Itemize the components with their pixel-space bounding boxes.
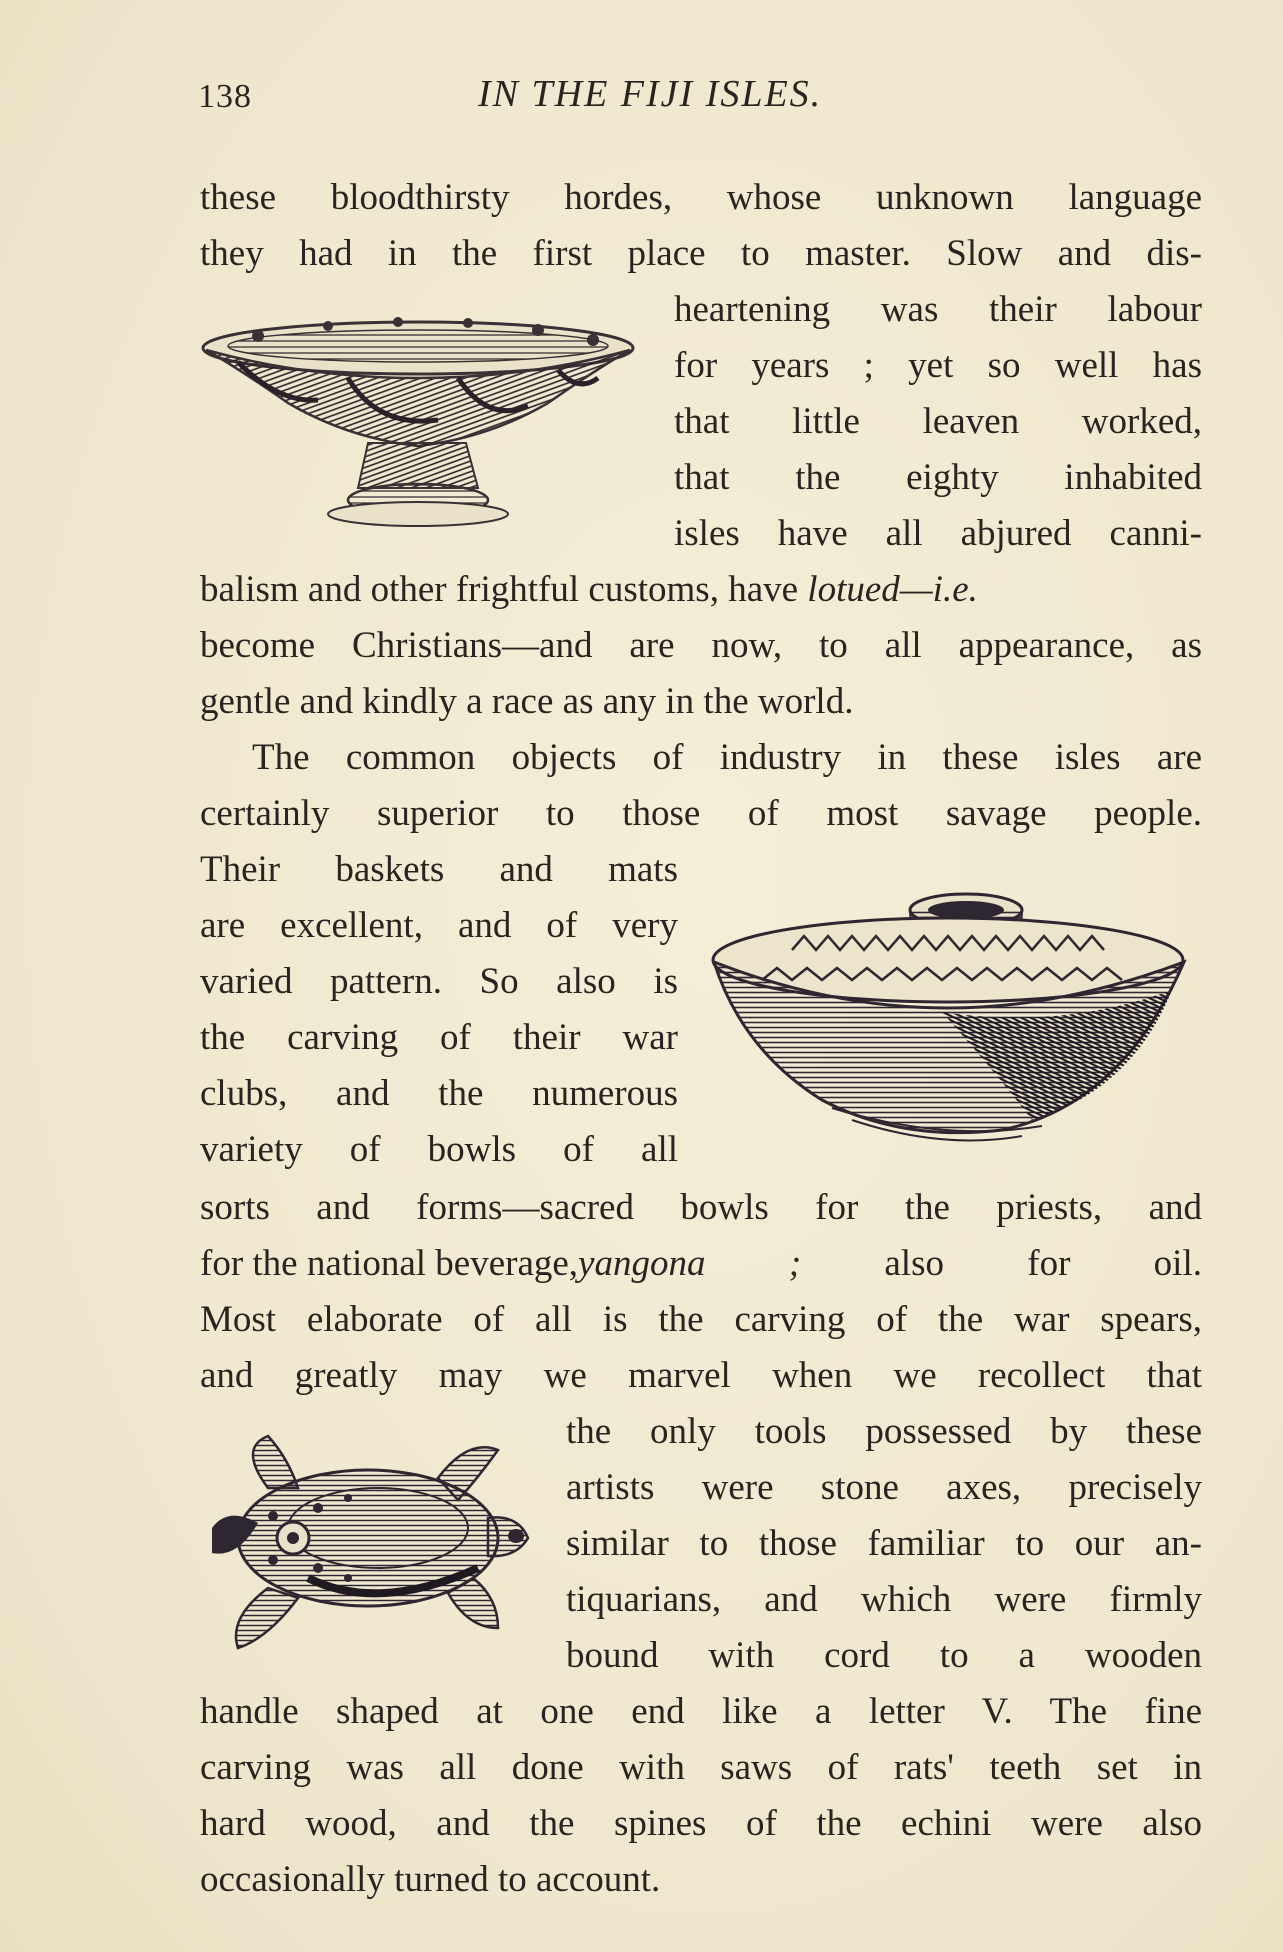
text-line-6: that the eighty inhabited [674,457,1202,498]
italic-lotued: lotued—i.e. [807,569,978,610]
text-line-16: the carving of their war [200,1017,678,1058]
text-line-4: for years ; yet so well has [674,345,1202,386]
page-number: 138 [198,78,252,115]
text-line-5: that little leaven worked, [674,401,1202,442]
text-line-22: and greatly may we marvel when we recollect that [200,1355,1202,1396]
text-line-14: are excellent, and of very [200,905,678,946]
text-line-20-tail: also for oil. [801,1243,1202,1284]
text-line-8 [200,568,1202,612]
text-line-24: artists were stone axes, precisely [566,1467,1202,1508]
text-line-18: variety of bowls of all [200,1129,678,1170]
text-line-27: bound with cord to a wooden [566,1635,1202,1676]
text-line-19: sorts and forms—sacred bowls for the priests, and [200,1187,1202,1228]
text-line-10: gentle and kindly a race as any in the world. [200,681,854,722]
text-line-21: Most elaborate of all is the carving of the war spears, [200,1299,1202,1340]
text-line-2: they had in the first place to master. Slow and dis- [200,233,1202,274]
text-line-11: The common objects of industry in these isles are [252,737,1202,778]
text-line-31: occasionally turned to account. [200,1859,661,1900]
text-line-20 [200,1242,1202,1286]
text-line-20-start: for the national beverage, [200,1243,579,1284]
text-line-1: these bloodthirsty hordes, whose unknown language [200,177,1202,218]
text-line-13: Their baskets and mats [200,849,678,890]
text-line-29: carving was all done with saws of rats' teeth set in [200,1747,1202,1788]
text-line-7: isles have all abjured canni- [674,513,1202,554]
text-line-28: handle shaped at one end like a letter V. The fine [200,1691,1202,1732]
text-line-15: varied pattern. So also is [200,961,678,1002]
lidded-bowl-engraving [702,880,1194,1150]
footed-bowl-engraving [198,308,638,538]
text-line-25: similar to those familiar to our an- [566,1523,1202,1564]
text-line-20-end [578,1242,1202,1286]
italic-yangona: yangona ; [578,1243,802,1284]
text-line-8-start: balism and other frightful customs, have [200,569,808,610]
text-line-30: hard wood, and the spines of the echini were also [200,1803,1202,1844]
turtle-dish-engraving [198,1428,538,1658]
text-line-26: tiquarians, and which were firmly [566,1579,1202,1620]
text-line-23: the only tools possessed by these [566,1411,1202,1452]
text-line-17: clubs, and the numerous [200,1073,678,1114]
running-title: IN THE FIJI ISLES. [478,73,823,115]
text-line-3: heartening was their labour [674,289,1202,330]
text-line-12: certainly superior to those of most savage people. [200,793,1202,834]
page-header [198,72,1198,122]
text-line-9: become Christians—and are now, to all appearance, as [200,625,1202,666]
